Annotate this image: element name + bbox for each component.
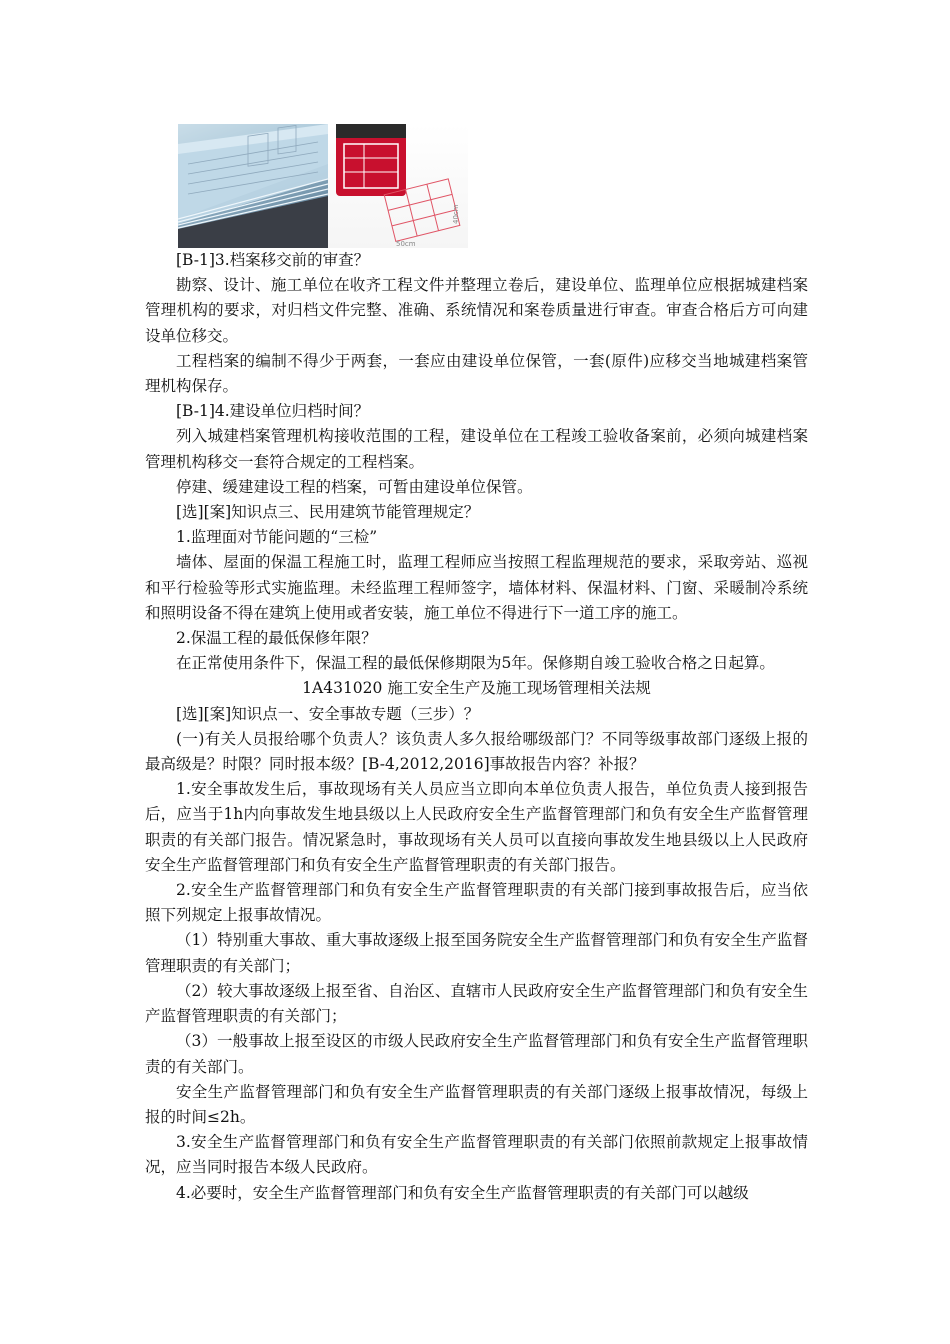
- list-item: （3）一般事故上报至设区的市级人民政府安全生产监督管理部门和负有安全生产监督管理职责的有关部门。: [145, 1032, 808, 1076]
- body-paragraph: 安全生产监督管理部门和负有安全生产监督管理职责的有关部门逐级上报事故情况，每级上报的时间≤2h。: [145, 1082, 808, 1126]
- section-heading: [选][案]知识点三、民用建筑节能管理规定？: [176, 503, 480, 522]
- body-paragraph: 2.安全生产监督管理部门和负有安全生产监督管理职责的有关部门接到事故报告后，应当依照下列规定上报事故情况。: [145, 881, 808, 925]
- document-body: [145, 248, 808, 1206]
- figure-archive-photos: [178, 124, 468, 248]
- body-paragraph: 勘察、设计、施工单位在收齐工程文件并整理立卷后，建设单位、监理单位应根据城建档案管理机构的要求，对归档文件完整、准确、系统情况和案卷质量进行审查。审查合格后方可向建设单位移交。: [145, 276, 808, 345]
- red-seal-stamp-photo: [328, 124, 468, 248]
- list-item: （2）较大事故逐级上报至省、自治区、直辖市人民政府安全生产监督管理部门和负有安全生产监督管理职责的有关部门；: [145, 981, 808, 1026]
- body-paragraph: 1.安全事故发生后，事故现场有关人员应当立即向本单位负责人报告，单位负责人接到报告后，应当于1h内向事故发生地县级以上人民政府安全生产监督管理部门和负有安全生产监督管理职责的有关部门报告。情况紧急时，事故现场有关人员可以直接向事故发生地县级以上人民政府安全生产监督管理部门和负有安全生产监督管理职责的有关部门报告。: [145, 780, 808, 874]
- stacked-documents-photo: [178, 124, 328, 248]
- chapter-title: 1A431020 施工安全生产及施工现场管理相关法规: [302, 679, 651, 698]
- body-paragraph: 在正常使用条件下，保温工程的最低保修期限为5年。保修期自竣工验收合格之日起算。: [176, 654, 775, 673]
- question-heading: 2.保温工程的最低保修年限？: [176, 629, 377, 648]
- question-heading: (一)有关人员报给哪个负责人？该负责人多久报给哪级部门？不同等级事故部门逐级上报的最高级是？时限？同时报本级？[B-4,2012,2016]事故报告内容？补报？: [145, 729, 808, 774]
- stamp-height-caption: 40cm: [452, 204, 460, 224]
- body-paragraph: 工程档案的编制不得少于两套，一套应由建设单位保管，一套(原件)应移交当地城建档案管理机构保存。: [145, 351, 808, 396]
- stacked-documents-icon: [178, 124, 328, 248]
- body-paragraph: 停建、缓建建设工程的档案，可暂由建设单位保管。: [176, 477, 533, 496]
- question-heading: 1.监理面对节能问题的“三检”: [176, 528, 378, 547]
- stamp-width-caption: 50cm: [396, 240, 416, 248]
- body-paragraph: 墙体、屋面的保温工程施工时，监理工程师应当按照工程监理规范的要求，采取旁站、巡视和平行检验等形式实施监理。未经监理工程师签字，墙体材料、保温材料、门窗、采暖制冷系统和照明设备不得在建筑上使用或者安装，施工单位不得进行下一道工序的施工。: [145, 553, 808, 622]
- body-paragraph: 4.必要时，安全生产监督管理部门和负有安全生产监督管理职责的有关部门可以越级: [176, 1183, 749, 1202]
- body-paragraph: 3.安全生产监督管理部门和负有安全生产监督管理职责的有关部门依照前款规定上报事故情况，应当同时报告本级人民政府。: [145, 1133, 808, 1177]
- question-heading: [B-1]4.建设单位归档时间？: [176, 402, 370, 421]
- seal-stamp-icon: [328, 124, 468, 248]
- section-heading: [选][案]知识点一、安全事故专题（三步）？: [176, 704, 480, 723]
- question-heading: [B-1]3.档案移交前的审查？: [176, 251, 370, 269]
- list-item: （1）特别重大事故、重大事故逐级上报至国务院安全生产监督管理部门和负有安全生产监督管理职责的有关部门；: [145, 931, 808, 975]
- body-paragraph: 列入城建档案管理机构接收范围的工程，建设单位在工程竣工验收备案前，必须向城建档案管理机构移交一套符合规定的工程档案。: [145, 427, 808, 471]
